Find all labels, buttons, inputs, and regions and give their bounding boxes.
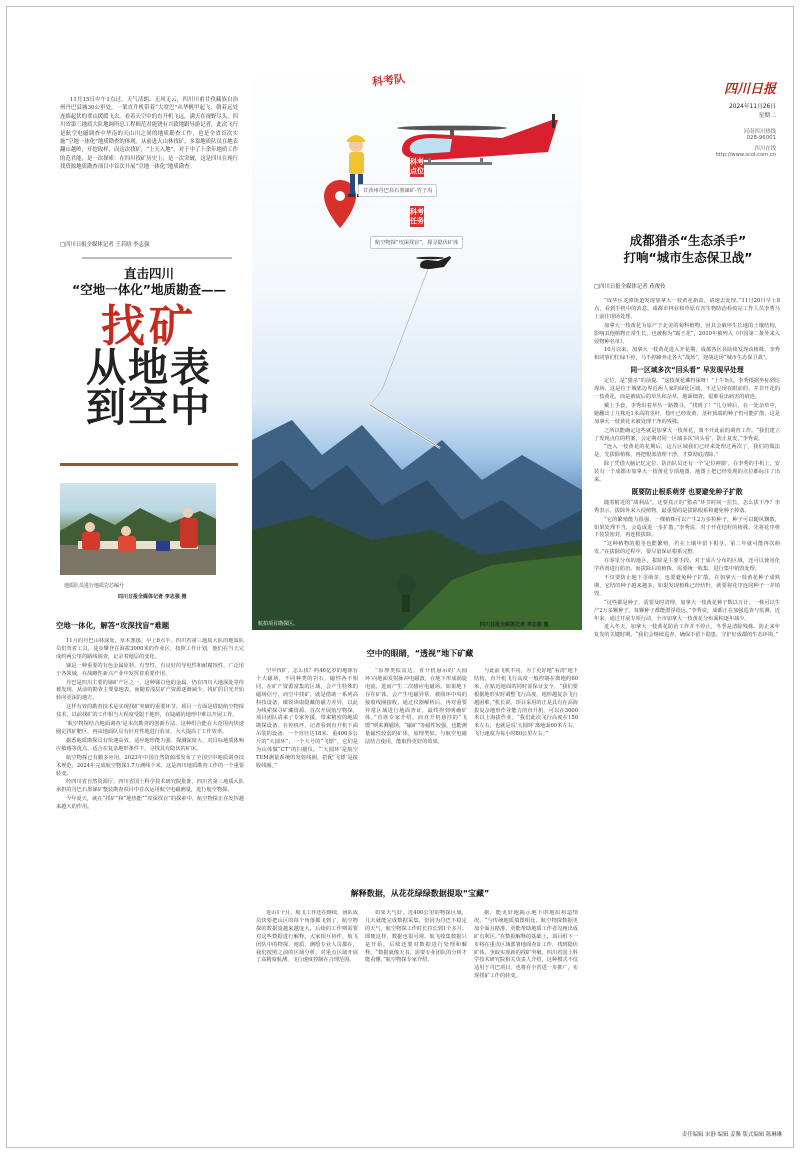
right-byline: □四川日报全媒体记者 蒋俊传 xyxy=(594,284,666,290)
left-photo-scene xyxy=(60,483,216,575)
center-col-6: 据，能更好地揭示地下的地质构造情况。“与传统地质填图相比，航空物探数据更加全面且精准，更能帮助地质工作者勾画出成矿有利区。”在数据解释的基础上，项目组下一步将在重点区域部署地面查证工作，找到隐伏矿体，争取实现新的找矿突破。四川省国土科学技术研究院相关负责人介绍，这种模式不仅适用于丹巴项目，也将在全省进一步推广，实现找矿工作的转变。 xyxy=(474,910,578,980)
footer-credits: 责任编辑 宋静 编辑 姜馨 版式编辑 陈琳琳 xyxy=(681,1132,782,1138)
left-lead-byline: □四川日报全媒体记者 王若晗 李志强 xyxy=(60,242,150,248)
researcher-illustration xyxy=(324,135,365,228)
aerial-survey-helicopter xyxy=(370,256,451,448)
masthead-date: 2024年11月26日 xyxy=(729,104,776,110)
left-article-heading: 空地一体化，解答“攻深找盲”难题 xyxy=(56,621,170,630)
left-photo-caption: 地质队员进行地质岩芯编号 xyxy=(64,583,125,589)
center-heading-1: 空中的眼睛，“透视”地下矿藏 xyxy=(366,649,474,658)
point-tag: 科考点位 xyxy=(410,156,424,177)
point-label: 甘孜州丹巴县石墨锑矿-竹子沟 xyxy=(358,184,437,197)
left-main-title: 找矿 从地表 到空中 xyxy=(86,301,212,431)
right-title: 成都猎杀“生态杀手” 打响“城市生态保卫战” xyxy=(623,233,753,265)
center-graphic xyxy=(252,60,582,630)
task-tag: 科考任务 xyxy=(410,206,424,227)
masthead xyxy=(676,78,776,158)
center-scene xyxy=(252,60,582,630)
center-col-3: 与此前飞机不同，为了更好地“看清”地下结构，直升机飞行高度一般控制在离地约60米，在贴近地面的同时需保证安全。“我们要根据地形实时调整飞行高度，地形越复杂飞行越困难。”机长说。项目采用的正是具有在高海拔复杂地形作业能力的直升机，可以在3000米以上海拔作业。“我们此次飞行高度在150米左右，也就是说‘大圆环’离地面60米左右，飞行速度为每小时80公里左右。” xyxy=(474,668,578,738)
right-subheading-2: 既要防止根系萌芽 也要避免种子扩散 xyxy=(631,487,743,496)
masthead-weekday: 星期二 xyxy=(758,113,776,119)
left-article-body: 11月的丹巴山林深处，草木葱郁，早上8点半，四川省第三地质大队的地质队员们背着工具，徒步攀登在海拔3000米的作业区，按照工作计划，他们在当天完成约两公里的路线调查，记录着地层的变化。 锑是一种重要的有色金属原料，有坚性，有良好的导电性和耐腐蚀性，广泛用于各领域，在战略性新兴产业中发挥着重要作用。 丹巴是四川主要的锑矿产区之一，这种锑白色的金属，仍在四川大地深处等待被发现。从前的勘查主要靠地表，而随着浅层矿产资源逐渐减少，找矿的目光开始转向更深的地方。 这样有效的勘查技术是实现找矿突破的重要环节。项目一方面是借助航空物探技术，以前找矿的工作相当大程度受限于地形，在陡峭的地形中难以开展工作。 ‘航空物探结合地面调查’是本次勘查的创新方法。这种组合能在大范围内快速圈定找矿靶区，再由地面队员有针对性地进行验证，大大提高了工作效率。 据悉地质勘探具有快速高效、适应地形能力强、探测深度大、对目标地质体响应敏感等优点，适合在复杂地形条件下，寻找具有隐伏的矿床。 航空物探已有颇多应用，2023年中国自然资源部发布了全国空中地质调查技术规范，2024年完成航空物探1.7万测线千米，这是四川地质勘查工作的一个重要转变。 经四川省自然资源厅、四川省国土科学技术研究院批准，四川省第三地质大队承担的丹巴石墨锑矿整装勘查项目中首次运用航空电磁测量，进行航空物探。 今年夏天，就在“找矿”和“地热能”“攻深找盲”的探索中，航空物探正在发挥越来越大的作用。 xyxy=(56,638,244,811)
center-photo-caption: 航拍项目勘探区。 xyxy=(258,621,299,627)
masthead-online: 四川在线 xyxy=(754,146,776,152)
center-col-5: 如果天气好，近400公里的物探区域，几天就能完成数据采集。但因为丹巴不稳定的天气，航空物探工作时长拉长到1个多月。即便这样，数据也很可观。航飞收集数据只是开始，后续还要对数据进行处理和解释。“数据就像天书，需要专业团队的分析才能看懂。”航空物探专家介绍。 xyxy=(365,910,467,964)
left-lead-text: 11月15日中午1点过，天气清朗、无风无云，四川川甫甘孜藏族自治州丹巴县城30公里处，一架直升机带着“大宽巴”从华帆甲起飞，朝着远处连绵起伏的翠山缓缓飞去。看着天空中的直升机飞远，满天在视野尽头，四川省第三地质大队地调所总工程师范君能饶有兴致地跟导游记者，此次飞行是航空电磁调查中华南的天山川之间的地质勘查工作，也是全省首次实施“空地一体化”地质勘查的体现。从前进入山林找矿，多靠地质队员在地表翻山越岭，开挖取样，而这次找矿，“上天入地”，对于中了十余年地质工作的范君能，是一次探索：在四川找矿历史上，是一次突破，这是四川在现行找资源地质勘查项目中首次开展“空地一体化”地质勘查。 xyxy=(60,97,239,171)
task-label: 航空物探“攻深找盲”，探寻隐伏矿体 xyxy=(370,236,463,249)
masthead-phone2: 028-96001 xyxy=(746,135,776,141)
center-col-1: 空中找矿，怎么找？约46亿岁的地球有个大磁场，不同种类的岩石，磁性各不相同，在矿产资源富集的区域，会产生特殊的磁场信号，而空中找矿，就是借助一系列高科技设备，敏锐读取隐藏的磁力差异，以此为线索探寻矿藏资源。首次开展航空物探，项目团队请来了专家外援，带来精密的地质勘探设备。在停机坪，记者看到直升机下面吊装的设备：一个直径达18米、重400多公斤的“大圆环”，一个大号的“飞镖”，它们是为山体做“CT”的扫描仪。“‘大圆环’是航空TEM测量系统的发射线圈，搭配‘飞镖’是接收线圈。” xyxy=(256,668,358,769)
left-photo-credit: 四川日报全媒体记者 李志强 摄 xyxy=(118,594,187,600)
center-col-4: 进山1个月，航飞工作还在继续，团队成员快要把山区的每个角落都飞到了，航空物探的数据量越来越庞大，后续的工作则需要对这些数据进行解释。大家相互协作，航飞团队中的物探、地质、测绘专业人员都在，我们按照之前的区域分析，对重点区域开展了高精度航测，飞行速度控制在合理范围。 xyxy=(256,910,358,964)
left-kicker: 直击四川 “空地一体化”地质勘查—— xyxy=(72,266,226,297)
masthead-logo: 四川日报 xyxy=(723,82,776,97)
left-title-rule xyxy=(60,463,238,466)
masthead-url: http://www.scol.com.cn xyxy=(715,152,776,158)
center-photo-credit: 四川日报全媒体记者 李志强 摄 xyxy=(480,622,549,628)
right-subheading-1: 同一区域多次“回头看” 早发现早处理 xyxy=(630,366,744,375)
right-article-body: “成华区龙潭街道发现加拿大一枝黄花新苗，请速去处理。”11月20日早上8点，看到手机中的消息，成都市林业和草原有害生物防治检疫站工作人员李秀马上前往现场处理。 加拿大一枝黄花为原产于北美的菊科植物，因其会破坏生长地的土壤结构，影响其他植物正常生长，也被称为“霸王花”，2010年被列入《中国第二批外来入侵物种名单》。 10月以来，加拿大一枝黄花进入开花期，成都各区县陆续发现该植株，李秀和同事们忙碌不停，马不停蹄奔走各大“战场”，迎战这场“城市生态保卫战”。 同一区域多次“回头看” 早发现早处理 定位，是“猎杀”的前提。“这枝黄花藏得深呀！”上午9点，李秀根据坐标到达现场，这是位于城郊边界近两人家的绿化区域，不过呈现在眼前的，并非开花的一枝黄花，而是被砍后的草丛和杂草，地面细查，很难看出病害的痕迹。 戴上手套，李秀沿着草丛一路搜寻，“找到了！”几分钟后，在一处杂草中，她翻出了几株近1米高的茎秆，枝叶已经发黄，茎秆顶端的种子仍可能扩散，这是加拿大一枝黄花未被处理干净的残株。 之所以能确定这些就是加拿大一枝黄花，离不开此前的调查工作。“我们建立了发现点位的档案，会定期对同一区域多次‘回头看’，防止复发。”李秀说。 “连入一枝黄花的花期后，这片区域我们已经来处理过两次了，我们的做法是，先拔除植株，再把根部清理干净，才算彻底清除。” 除了凭借大脑记忆定位，防治队员还有一个‘定位神器’。在李秀的手机上，安装有一个成都市加拿大一枝黄花专项地图，地图上把已经发现的点位都标注了出来。 既要防止根系萌芽 也要避免种子扩散 随着附近的“战利品”，还要真正的“猎杀”环节时间一拉长。怎么拔干净？李秀表示，拔除外来入侵植物，最重要的是拔除根系和避免种子掉落。 “它的繁殖能力很强，一棵植株可以产生2万多粒种子，种子可以随风飘散，如果处理不当，会造成进一步扩散。”李秀说，对于开花结籽的植株，先将花序剪下装袋密封，再连根拔除。 “这种植物的根茎也能繁殖，若在土壤中留下根茎，第二年就可能再次萌发。”在拔除的过程中，要尽量保证根系完整。 在零星分布的地区，拔除是主要手段。对于成片分布的区域，还可以使用化学药剂进行防治。而拔除后的植株，需要统一收集，进行集中销毁处理。 不仅要防止地下茎萌芽，也要避免种子扩散。在加拿大一枝黄花种子成熟期，它结的种子越来越多，如果发现植株已经结籽，就要将花序连同种子一并销毁。 “这些都是种子，需要及时清理，加拿大一枝黄花种子数以万计，一株可以生产2万多颗种子。每颗种子都能漂浮很远。”李秀说，成都正在加强巡查与监测，近年来，通过开展专项行动，全市加拿大一枝黄花分布面积逐年减少。 进入冬天，加拿大一枝黄花防治工作并不停止，冬季是清除残株、防止来年复发的关键时期。“我们会继续巡查，确保不留下隐患，守护好成都的生态环境。” xyxy=(594,298,780,639)
center-col-2: “原理类似雷达，直升机悬吊的‘大圆环’向地面发射脉冲电磁波，在地下形成涡旋电流，进而产生二次感应电磁场。如果地下存在矿体，会产生电磁异常，被圆环中央的接收线圈接收，通过仪器解析后，再对重要异常区域进行地面查证，最终得到明确矿体。”首席专家介绍。而直升机悬挂的“飞镖”则来测磁场，“磁矿”等磁性较强，也能测量磁性较弱的矿体，原理类似。与航空电磁法结合使用，能取得更好的效果。 xyxy=(365,668,467,746)
masthead-phone1: 河南四川热线 xyxy=(743,129,776,135)
left-top-rule xyxy=(82,257,232,259)
left-photo xyxy=(60,483,216,575)
kaokaodui-sticker: 科考队 xyxy=(371,72,406,89)
center-heading-2: 解释数据，从花花绿绿数据提取“宝藏” xyxy=(350,889,490,898)
